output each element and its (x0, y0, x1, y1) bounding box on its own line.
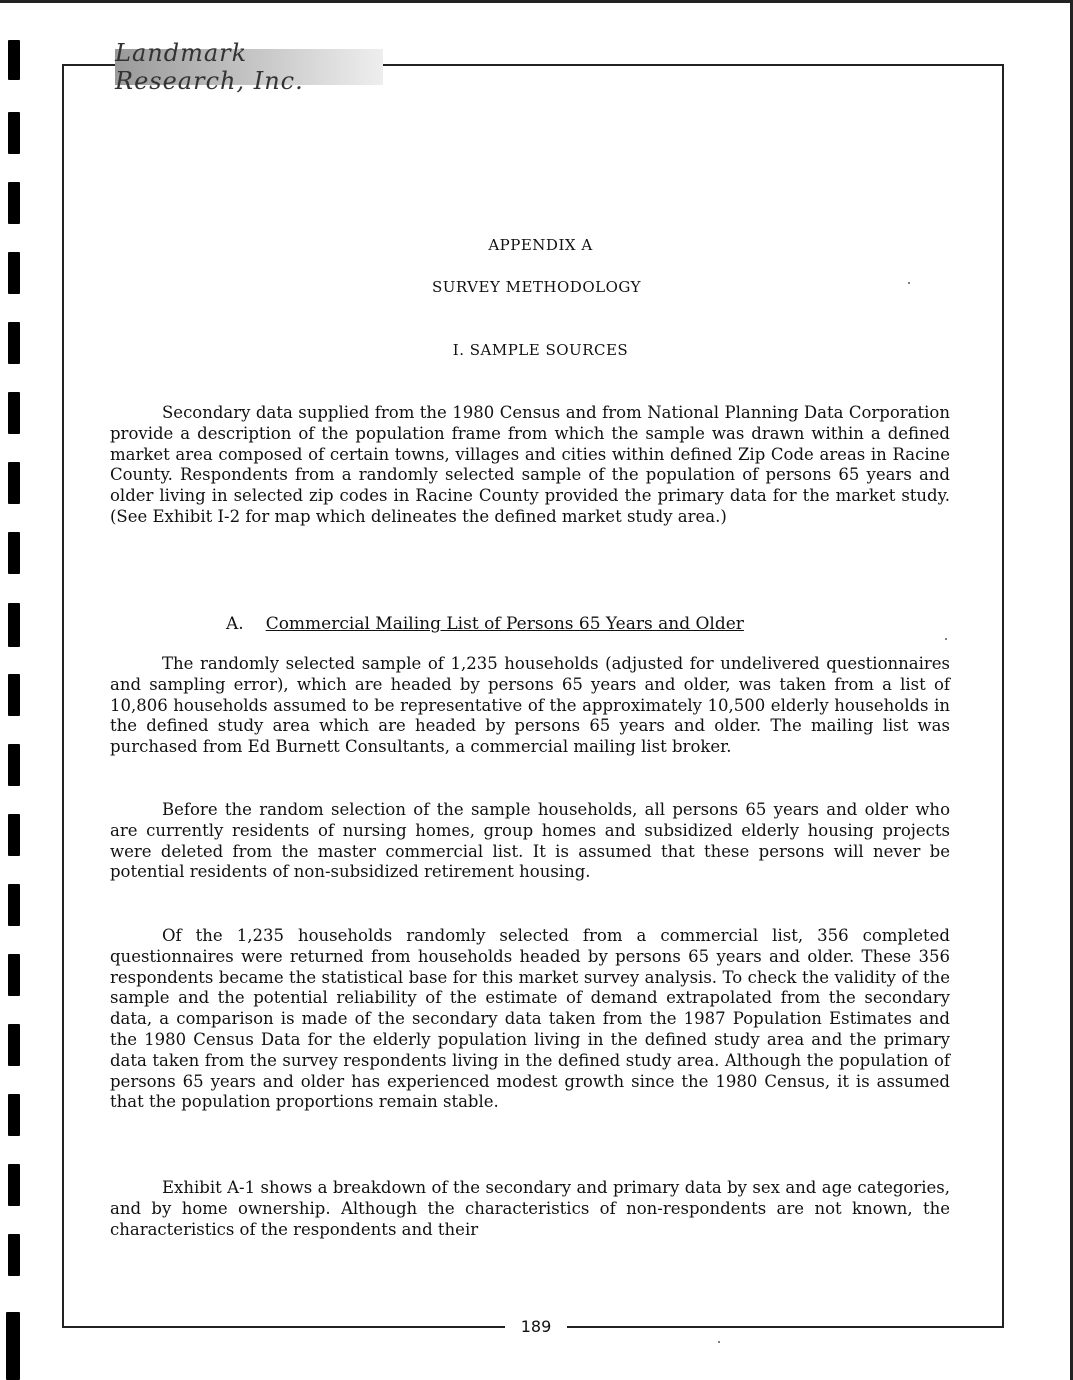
binding-hole (8, 112, 20, 154)
binding-hole (8, 814, 20, 856)
paragraph-exhibit: Exhibit A-1 shows a breakdown of the secondary and primary data by sex and age categories, and by home ownership. Although the characteristics of non-respondents are not known, the characteristics of the respondents and their (110, 1178, 950, 1239)
binding-hole (8, 954, 20, 996)
binding-hole (8, 462, 20, 504)
binding-hole (8, 182, 20, 224)
paragraph-sample-sources: Secondary data supplied from the 1980 Census and from National Planning Data Corporation provide a description of the population frame from which the sample was drawn within a defined market area composed of certain towns, villages and cities within defined Zip Code areas in Racine County. Respondents from a randomly selected sample of the population of persons 65 years and older living in selected zip codes in Racine County provided the primary data for the market study. (See Exhibit I-2 for map which delineates the defined market study area.) (110, 403, 950, 526)
binding-hole (8, 1024, 20, 1066)
scan-speck (718, 1341, 720, 1343)
binding-hole (8, 40, 20, 80)
paragraph-exclusions: Before the random selection of the sample households, all persons 65 years and older who are currently residents of nursing homes, group homes and subsidized elderly housing projects were deleted from the master commercial list. It is assumed that these persons will never be potential residents of non-subsidized retirement housing. (110, 800, 950, 882)
scan-speck (945, 638, 947, 640)
page-number: 189 (505, 1317, 567, 1336)
binding-hole (8, 1164, 20, 1206)
section-heading: I. SAMPLE SOURCES (452, 341, 629, 359)
binding-hole (8, 603, 20, 647)
appendix-title: APPENDIX A (488, 236, 593, 254)
methodology-title: SURVEY METHODOLOGY (431, 278, 642, 296)
binding-hole (8, 1234, 20, 1276)
binding-hole (8, 884, 20, 926)
binding-hole (8, 392, 20, 434)
paragraph-sample-selection: The randomly selected sample of 1,235 households (adjusted for undelivered questionnaires and sampling error), which are headed by persons 65 years and older, was taken from a list of 10,806 households assumed to be representative of the approximately 10,500 elderly households in the defined study area which are headed by persons 65 years and older. The mailing list was purchased from Ed Burnett Consultants, a commercial mailing list broker. (110, 654, 950, 757)
subsection-title: Commercial Mailing List of Persons 65 Years and Older (265, 614, 744, 634)
page-edge-top (0, 0, 1073, 3)
binding-hole (8, 532, 20, 574)
paragraph-respondents: Of the 1,235 households randomly selected from a commercial list, 356 completed questionnaires were returned from households headed by persons 65 years and older. These 356 respondents became the statistical base for this market survey analysis. To check the validity of the sample and the potential reliability of the estimate of demand extrapolated from the secondary data, a comparison is made of the secondary data taken from the 1987 Population Estimates and the 1980 Census Data for the elderly population living in the defined study area and the primary data taken from the survey respondents living in the defined study area. Although the population of persons 65 years and older has experienced modest growth since the 1980 Census, it is assumed that the population proportions remain stable. (110, 926, 950, 1112)
company-logo: Landmark Research, Inc. (115, 49, 383, 85)
binding-hole (6, 1312, 20, 1380)
binding-hole (8, 674, 20, 716)
binding-hole (8, 744, 20, 786)
subsection-letter: A. (226, 614, 244, 634)
scan-speck (908, 282, 910, 284)
subsection-heading (226, 614, 744, 634)
binding-hole (8, 1094, 20, 1136)
